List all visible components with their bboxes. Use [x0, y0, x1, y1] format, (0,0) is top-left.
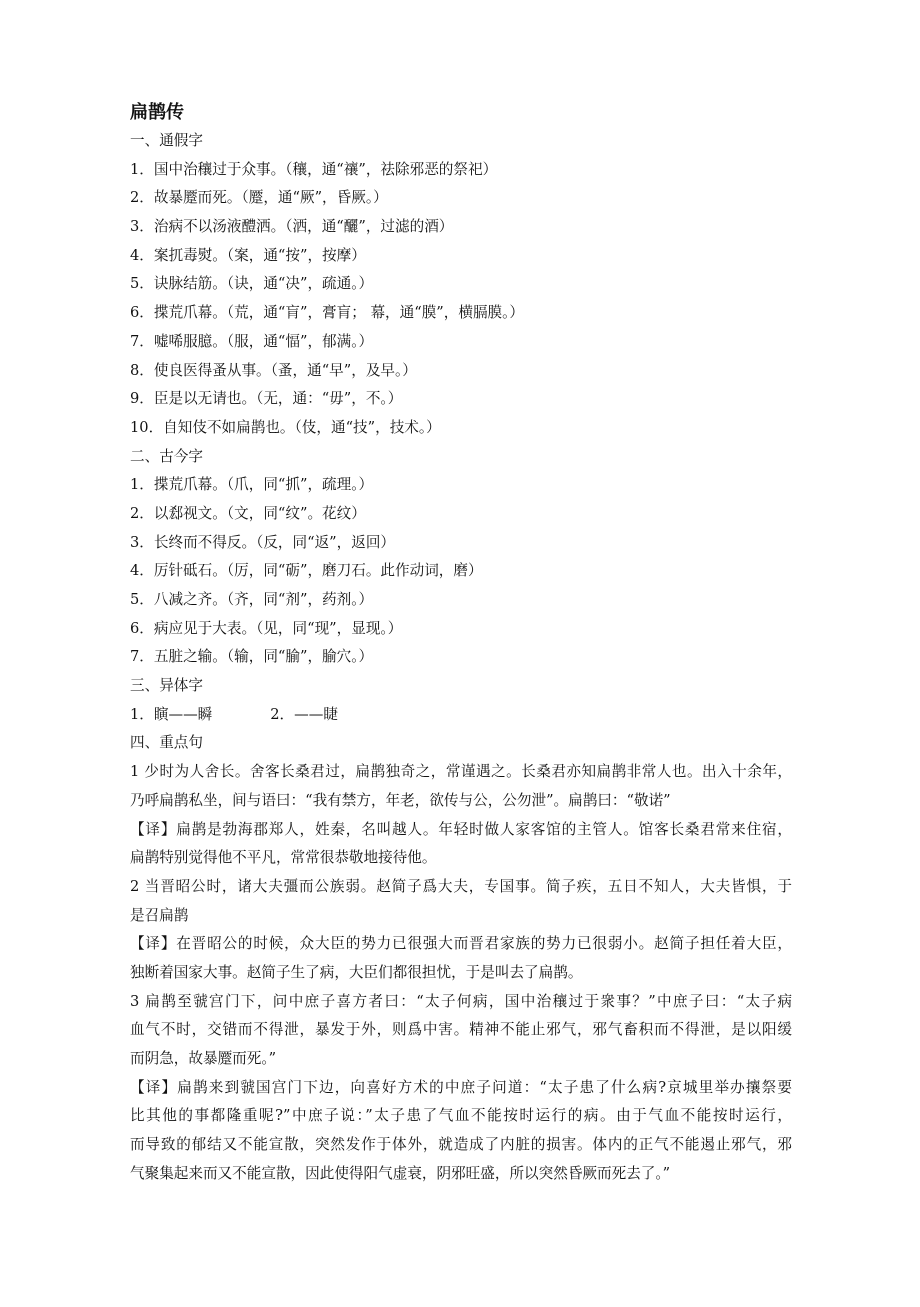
- list-item: 5．诀脉结筋。（诀，通“决”，疏通。）: [130, 275, 374, 293]
- paragraph-line: 而导致的郁结又不能宣散，突然发作于体外，就造成了内脏的损害。体内的正气不能遏止邪气，邪: [130, 1136, 792, 1154]
- list-item: 3．长终而不得反。（反，同“返”，返回）: [130, 533, 396, 551]
- paragraph: [130, 988, 792, 1074]
- document-page: [130, 98, 792, 1188]
- paragraph-line: 【译】扁鹊来到虢国宫门下边，向喜好方术的中庶子问道：“太子患了什么病?京城里举办攘祭要: [130, 1078, 792, 1096]
- paragraph-line: 乃呼扁鹊私坐，间与语曰：“我有禁方，年老，欲传与公，公勿泄”。扁鹊曰：“敬诺”: [130, 791, 671, 809]
- paragraph-line: 而阴急，故暴蹷而死。”: [130, 1050, 277, 1067]
- paragraph-line: 1 少时为人舍长。舍客长桑君过，扁鹊独奇之，常谨遇之。长桑君亦知扁鹊非常人也。出入十余年，: [130, 763, 792, 781]
- paragraph-line: 独断着国家大事。赵简子生了病，大臣们都很担忧，于是叫去了扁鹊。: [130, 963, 583, 981]
- list-item: 2．故暴蹷而死。（蹷，通“厥”，昏厥。）: [130, 189, 388, 207]
- paragraph-line: 是召扁鹊: [130, 906, 189, 924]
- list-item: 2．——睫: [270, 705, 338, 723]
- paragraph-line: 【译】扁鹊是勃海郡郑人，姓秦，名叫越人。年轻时做人家客馆的主管人。馆客长桑君常来住宿，: [130, 820, 792, 838]
- section-heading: 二、古今字: [130, 447, 203, 465]
- paragraph-line: 扁鹊特别觉得他不平凡，常常很恭敬地接待他。: [130, 849, 437, 867]
- list-item: 8．使良医得蚤从事。（蚤，通“早”，及早。）: [130, 361, 417, 379]
- paragraph: [130, 816, 792, 873]
- yitizi-line: [130, 701, 792, 730]
- paragraph: [130, 873, 792, 930]
- paragraph-line: 气聚集起来而又不能宣散，因此使得阳气虚衰，阴邪旺盛，所以突然昏厥而死去了。”: [130, 1164, 671, 1182]
- list-item: 1．国中治穰过于众事。（穰，通“禳”，祛除邪恶的祭祀）: [130, 160, 498, 178]
- list-item: 6．病应见于大表。（见，同“现”，显现。）: [130, 619, 403, 637]
- key-sentences: [130, 758, 792, 1188]
- paragraph-line: 2 当晋昭公时，诸大夫彊而公族弱。赵简子爲大夫，专国事。简子疾，五日不知人，大夫皆惧，于: [130, 877, 792, 895]
- list-item: 9．臣是以无请也。（无，通：“毋”，不。）: [130, 390, 403, 408]
- list-item: 3．治病不以汤液醴洒。（洒，通“釃”，过滤的酒）: [130, 218, 454, 236]
- section-heading: 三、异体字: [130, 677, 203, 695]
- list-item: 5．八减之齐。（齐，同“剂”，药剂。）: [130, 591, 374, 608]
- paragraph-line: 血气不时，交错而不得泄，暴发于外，则爲中害。精神不能止邪气，邪气畜积而不得泄，是以阳缓: [130, 1021, 792, 1039]
- paragraph-line: 3 扁鹊至虢宫门下，问中庶子喜方者曰：“太子何病，国中治穰过于衆事？”中庶子曰：“太子病: [130, 992, 792, 1010]
- list-item: 2．以郄视文。（文，同“纹”。花纹）: [130, 504, 366, 522]
- list-item: 7．嘘唏服臆。（服，通“愊”，郁满。）: [130, 332, 374, 350]
- paragraph: [130, 758, 792, 815]
- list-item: 4．案扤毒熨。（案，通“按”，按摩）: [130, 246, 366, 264]
- section-heading: 四、重点句: [130, 734, 203, 752]
- list-item: 10．自知伎不如扁鹊也。（伎，通“技”，技术。）: [130, 418, 441, 436]
- paragraph-line: 【译】在晋昭公的时候，众大臣的势力已很强大而晋君家族的势力已很弱小。赵简子担任着大臣，: [130, 935, 792, 953]
- paragraph: [130, 930, 792, 987]
- list-item: 4．厉针砥石。（厉，同“砺”，磨刀石。此作动词，磨）: [130, 562, 483, 580]
- gujinzi-list: [130, 471, 792, 672]
- list-item: 1．瞚——瞬: [130, 705, 213, 723]
- tongjiazi-list: [130, 156, 792, 443]
- document-title: 扁鹊传: [130, 102, 184, 123]
- list-item: 6．揲荒爪幕。（荒，通“肓”，膏肓； 幕，通“膜”，横膈膜。）: [130, 304, 525, 322]
- paragraph: [130, 1074, 792, 1189]
- list-item: 7．五脏之输。（输，同“腧”，腧穴。）: [130, 648, 374, 666]
- section-heading: 一、通假字: [130, 132, 203, 149]
- paragraph-line: 比其他的事都隆重呢?”中庶子说：”太子患了气血不能按时运行的病。由于气血不能按时运行，: [130, 1107, 792, 1125]
- list-item: 1．揲荒爪幕。（爪，同“抓”，疏理。）: [130, 476, 374, 494]
